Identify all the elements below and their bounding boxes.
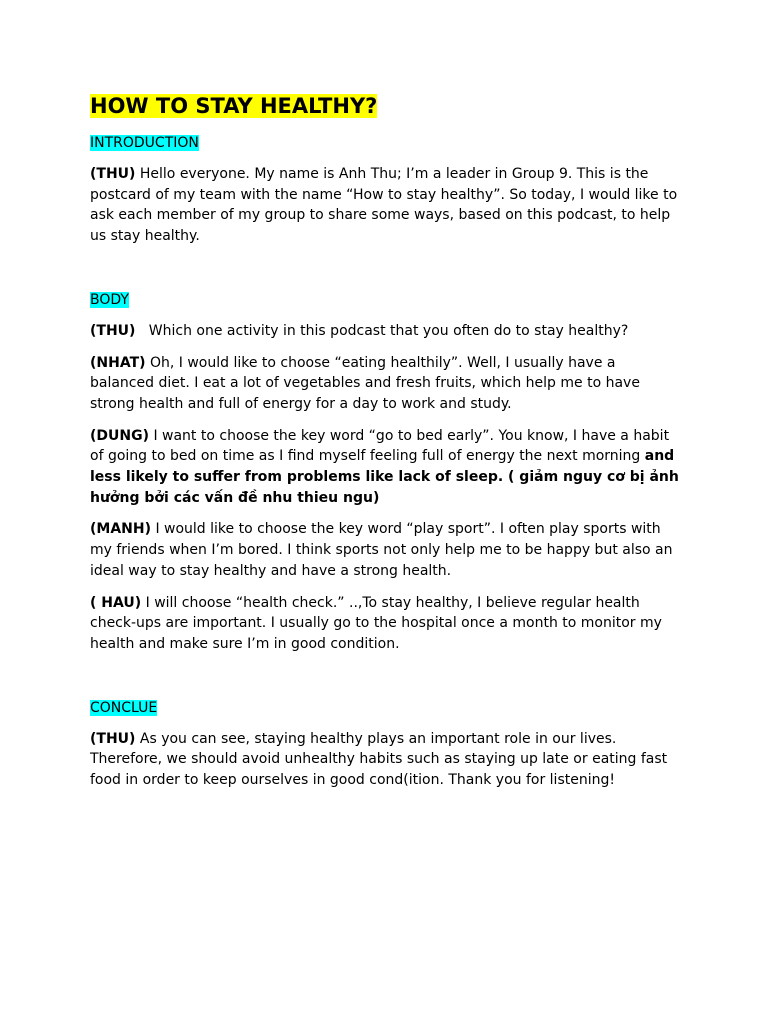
speaker-label: (NHAT) — [90, 354, 146, 371]
paragraph-text: Hello everyone. My name is Anh Thu; I’m a leader in Group 9. This is the postcard of my team with the name “How to stay healthy”. So today, I would like to ask each member of my group to share some ways, based on this podcast, to help us stay healthy. — [90, 166, 678, 245]
document-title — [90, 92, 682, 120]
speaker-label: ( HAU) — [90, 594, 142, 611]
title-highlight: HOW TO STAY HEALTHY? — [90, 94, 378, 118]
paragraph-body-hau — [90, 593, 682, 655]
paragraph-intro-thu — [90, 164, 682, 247]
paragraph-text: I want to choose the key word “go to bed early”. You know, I have a habit of going to bed on time as I find myself feeling full of energy the next morning — [90, 427, 670, 465]
paragraph-text: Oh, I would like to choose “eating healthily”. Well, I usually have a balanced diet. I eat a lot of vegetables and fresh fruits, which help me to have strong health and full of energy for a day to work and study. — [90, 354, 640, 412]
paragraph-text: I would like to choose the key word “play sport”. I often play sports with my friends when I’m bored. I think sports not only help me to be happy but also an ideal way to stay healthy and have a strong health. — [90, 521, 673, 579]
paragraph-body-nhat — [90, 353, 682, 415]
paragraph-conclusion-thu — [90, 729, 682, 791]
paragraph-bold-text: and less likely to suffer from problems like lack of sleep. ( giảm nguy cơ bị ảnh hưởng bởi các vấn đề nhu thieu ngu) — [90, 448, 679, 506]
speaker-label: (THU) — [90, 730, 136, 747]
speaker-label: (DUNG) — [90, 427, 149, 444]
section-heading-body: BODY — [90, 291, 129, 308]
section-heading-introduction: INTRODUCTION — [90, 135, 199, 151]
paragraph-text: As you can see, staying healthy plays an important role in our lives. Therefore, we should avoid unhealthy habits such as staying up late or eating fast food in order to keep ourselves in good cond(ition. Thank you for listening! — [90, 730, 668, 789]
document-page — [90, 92, 682, 791]
paragraph-body-thu — [90, 321, 682, 342]
paragraph-text: I will choose “health check.” ..,To stay healthy, I believe regular health check-ups are important. I usually go to the hospital once a month to monitor my health and make sure I’m in good condition. — [90, 594, 662, 652]
section-heading-conclusion: CONCLUE — [90, 699, 158, 716]
speaker-label: (THU) — [90, 322, 136, 339]
speaker-label: (MANH) — [90, 521, 151, 538]
paragraph-body-dung — [90, 426, 682, 509]
speaker-label: (THU) — [90, 166, 136, 182]
paragraph-text: Which one activity in this podcast that you often do to stay healthy? — [135, 322, 629, 339]
paragraph-body-manh — [90, 519, 682, 581]
